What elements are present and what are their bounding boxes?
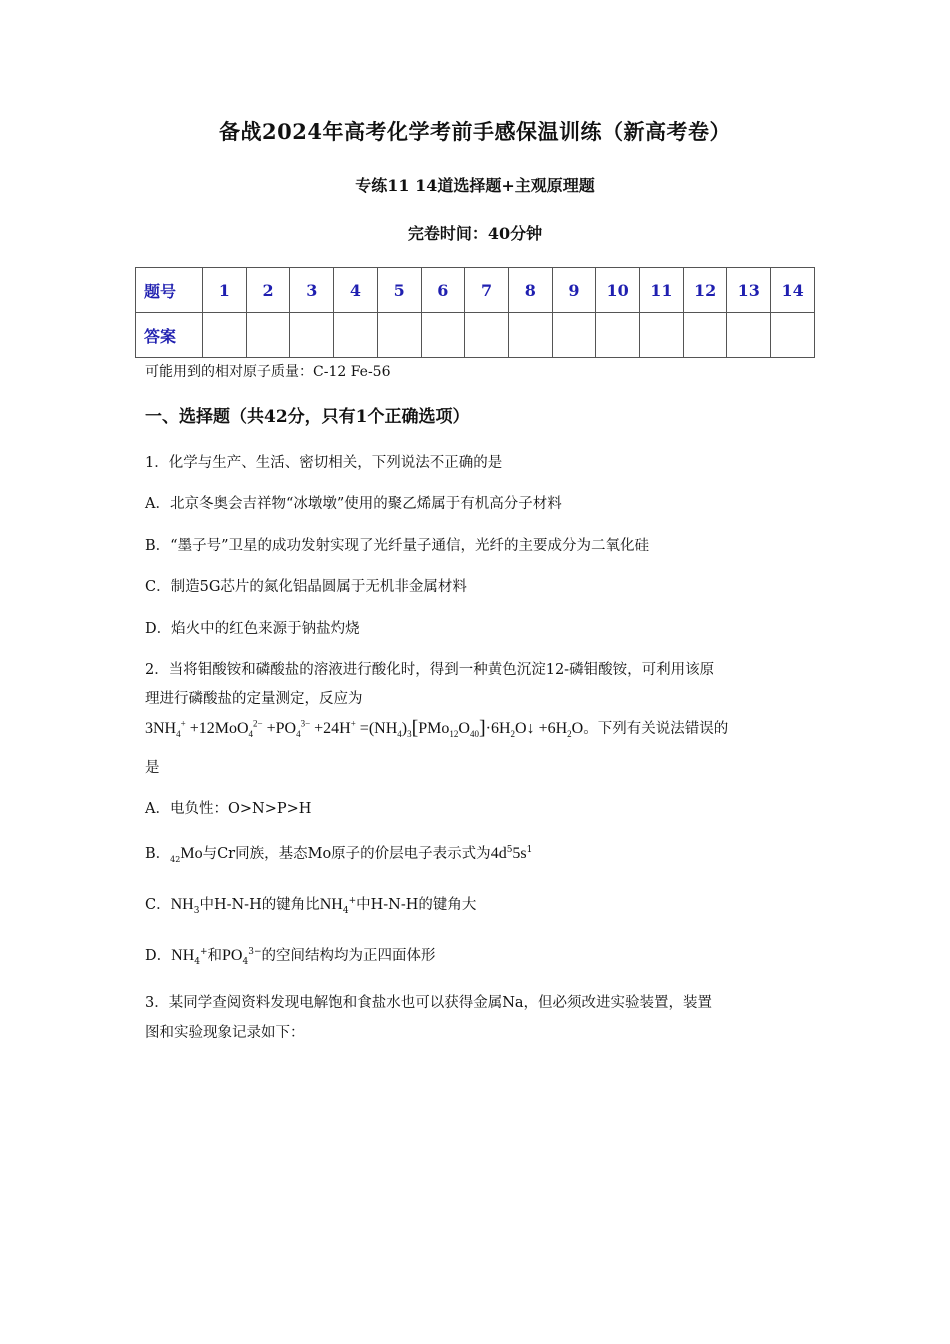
q2-option-a: A．电负性：O>N>P>H (145, 801, 312, 817)
section-heading: 一、选择题（共42分，只有1个正确选项） (145, 407, 470, 427)
answer-cell[interactable] (290, 313, 334, 358)
atomic-mass-note: 可能用到的相对原子质量：C-12 Fe-56 (145, 364, 391, 380)
answer-table (135, 267, 815, 358)
question-number-cell: 3 (290, 268, 334, 313)
q2-reaction-equation (145, 717, 728, 740)
right-bracket-icon: ] (478, 717, 486, 739)
question-number-cell: 8 (508, 268, 552, 313)
q2-stem-line1: 2．当将钼酸铵和磷酸盐的溶液进行酸化时，得到一种黄色沉淀12-磷钼酸铵，可利用该原 (145, 662, 715, 678)
answer-cell[interactable] (377, 313, 421, 358)
question-number-cell: 14 (771, 268, 815, 313)
question-number-cell: 1 (203, 268, 247, 313)
q1-option-a: A．北京冬奥会吉祥物“冰墩墩”使用的聚乙烯属于有机高分子材料 (145, 496, 562, 512)
answer-cell[interactable] (203, 313, 247, 358)
answer-cell[interactable] (334, 313, 378, 358)
question-number-cell: 9 (552, 268, 596, 313)
answer-cell[interactable] (683, 313, 727, 358)
question-number-cell: 13 (727, 268, 771, 313)
answer-cell[interactable] (640, 313, 684, 358)
equation: $3NH_4^+ +12MoO_4^{2-} +PO_4^{3-} +24H^+$ $=(NH_4)_3[PMo_{12}O_{40}]\cdot 6H_2O↓ +6H_2O$ (145, 717, 584, 740)
answer-cell[interactable] (465, 313, 509, 358)
question-number-cell: 4 (334, 268, 378, 313)
answer-cell[interactable] (552, 313, 596, 358)
answer-cell[interactable] (727, 313, 771, 358)
row-label-question-number: 题号 (136, 268, 203, 313)
question-number-cell: 10 (596, 268, 640, 313)
page-subtitle: 专练11 14道选择题+主观原理题 (355, 176, 595, 195)
question-number-row (136, 268, 815, 313)
q2-equation-tail: 。下列有关说法错误的 (583, 721, 729, 737)
exam-time: 完卷时间：40分钟 (407, 224, 543, 243)
page-title: 备战2024年高考化学考前手感保温训练（新高考卷） (219, 119, 731, 144)
q2-stem-line4: 是 (145, 760, 160, 776)
answer-row (136, 313, 815, 358)
answer-cell[interactable] (596, 313, 640, 358)
q2-stem-line2: 理进行磷酸盐的定量测定，反应为 (145, 691, 363, 707)
answer-cell[interactable] (771, 313, 815, 358)
q1-option-d: D．焰火中的红色来源于钠盐灼烧 (145, 621, 360, 637)
left-bracket-icon: [ (411, 717, 419, 739)
answer-cell[interactable] (246, 313, 290, 358)
question-number-cell: 11 (640, 268, 684, 313)
question-number-cell: 12 (683, 268, 727, 313)
answer-cell[interactable] (508, 313, 552, 358)
q2-option-d: D．$NH_4^+$和$PO_4^{3-}$的空间结构均为正四面体形 (145, 947, 436, 967)
q3-stem-line1: 3．某同学查阅资料发现电解饱和食盐水也可以获得金属Na，但必须改进实验装置，装置 (145, 995, 713, 1011)
q1-option-c: C．制造5G芯片的氮化铝晶圆属于无机非金属材料 (145, 579, 467, 595)
q1-stem: 1．化学与生产、生活、密切相关，下列说法不正确的是 (145, 455, 503, 471)
question-number-cell: 5 (377, 268, 421, 313)
question-number-cell: 2 (246, 268, 290, 313)
answer-cell[interactable] (421, 313, 465, 358)
q1-option-b: B．“墨子号”卫星的成功发射实现了光纤量子通信，光纤的主要成分为二氧化硅 (145, 538, 649, 554)
q2-option-c: C．$NH_3$中H-N-H的键角比$NH_4^+$中H-N-H的键角大 (145, 896, 477, 916)
question-number-cell: 7 (465, 268, 509, 313)
question-number-cell: 6 (421, 268, 465, 313)
q2-option-b: B．$_{42}$Mo与Cr同族，基态Mo原子的价层电子表示式为$4d^55s^1$ (145, 845, 533, 864)
row-label-answer: 答案 (136, 313, 203, 358)
q3-stem-line2: 图和实验现象记录如下： (145, 1025, 305, 1041)
